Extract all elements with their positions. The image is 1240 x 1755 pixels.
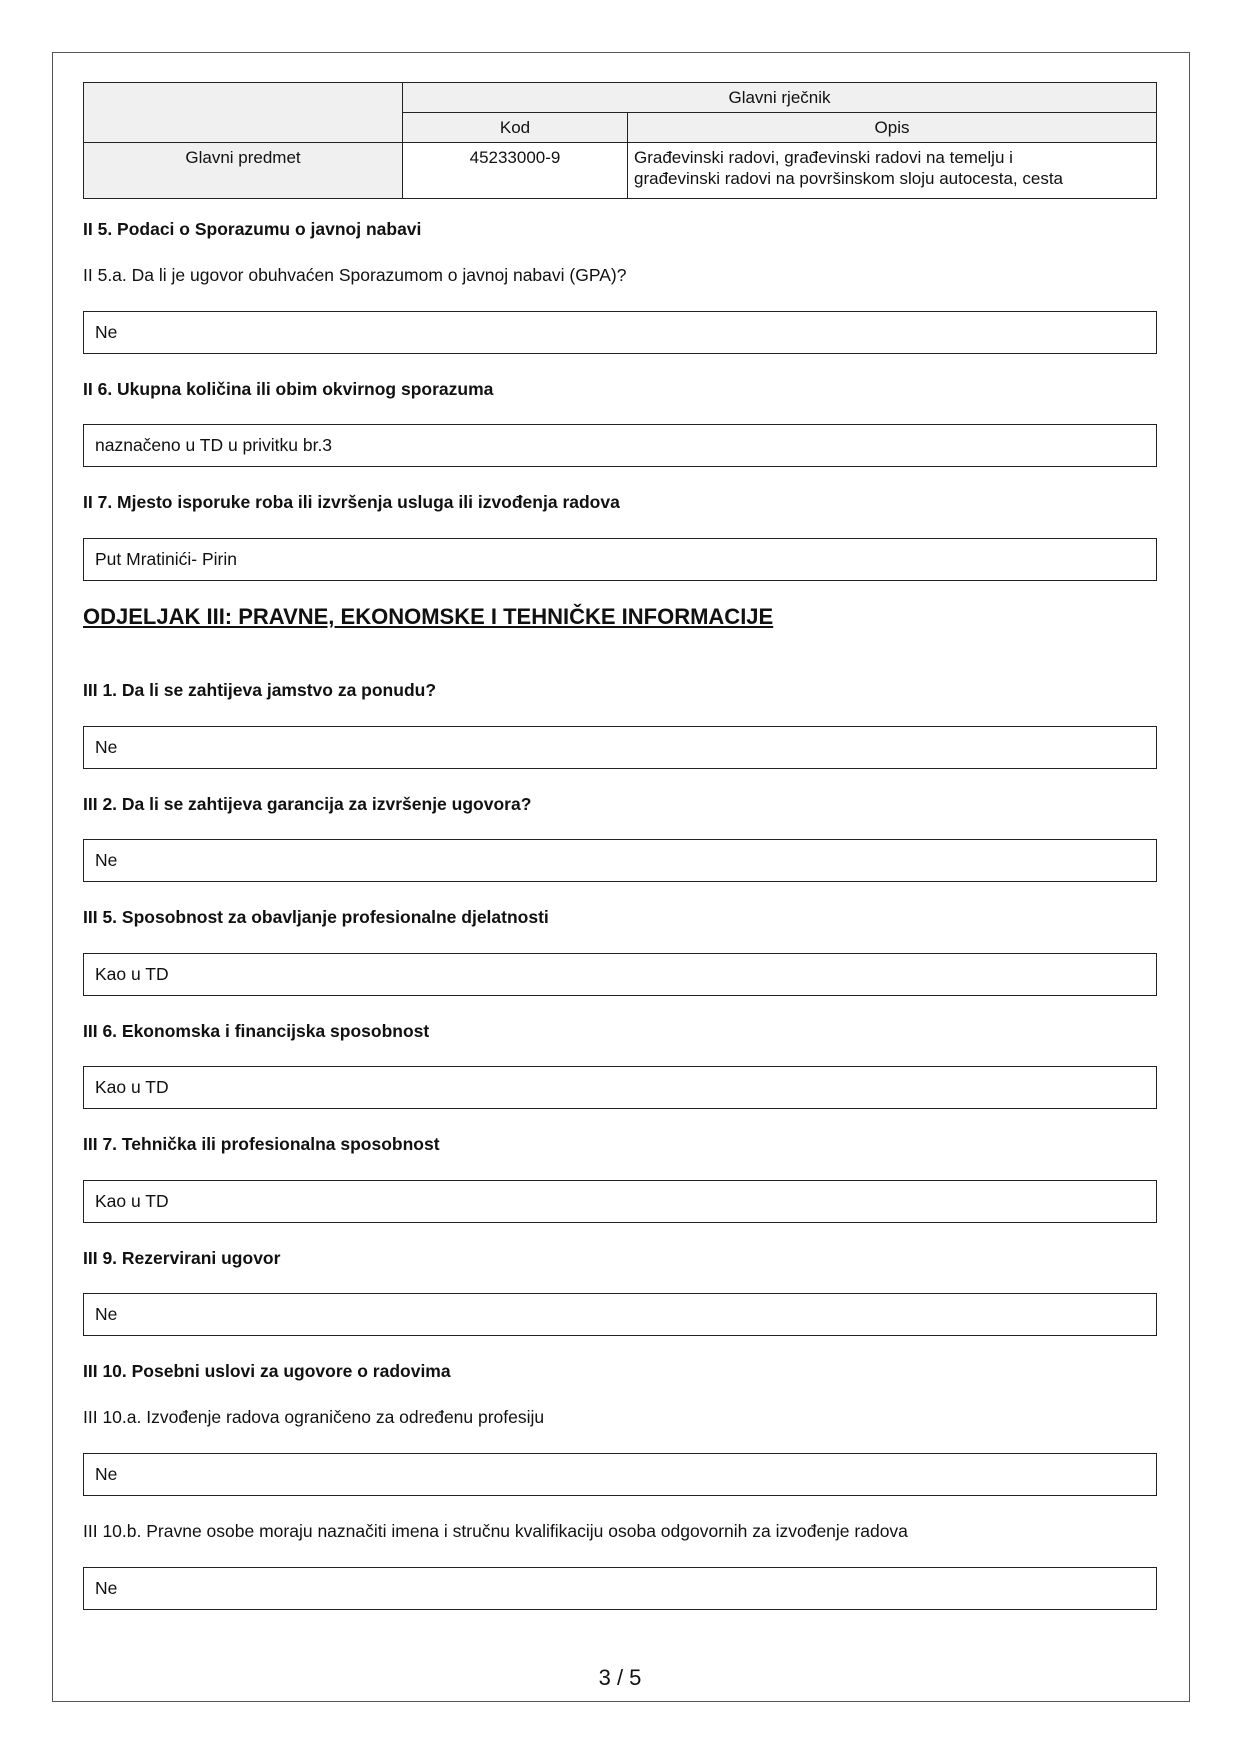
iii9-answer: Ne: [83, 1293, 1157, 1336]
ii7-heading: II 7. Mjesto isporuke roba ili izvršenja usluga ili izvođenja radova: [83, 492, 620, 512]
iii2-heading: III 2. Da li se zahtijeva garancija za izvršenje ugovora?: [83, 794, 532, 814]
iii10b-answer: Ne: [83, 1567, 1157, 1610]
iii2-answer: Ne: [83, 839, 1157, 882]
section-iii-title: ODJELJAK III: PRAVNE, EKONOMSKE I TEHNIČKE INFORMACIJE: [83, 604, 774, 629]
cpv-description-line1: Građevinski radovi, građevinski radovi na temelju i: [634, 148, 1013, 167]
ii5a-question: II 5.a. Da li je ugovor obuhvaćen Sporazumom o javnoj nabavi (GPA)?: [83, 265, 627, 285]
iii10b-question: III 10.b. Pravne osobe moraju naznačiti imena i stručnu kvalifikaciju osoba odgovornih za izvođenje radova: [83, 1521, 908, 1541]
ii6-heading: II 6. Ukupna količina ili obim okvirnog sporazuma: [83, 379, 494, 399]
cpv-table: [83, 82, 1157, 199]
ii5-heading: II 5. Podaci o Sporazumu o javnoj nabavi: [83, 219, 422, 239]
ii6-answer: naznačeno u TD u privitku br.3: [83, 424, 1157, 467]
iii10a-question: III 10.a. Izvođenje radova ograničeno za određenu profesiju: [83, 1407, 545, 1427]
cpv-description-line2: građevinski radovi na površinskom sloju autocesta, cesta: [634, 169, 1063, 188]
iii1-heading: III 1. Da li se zahtijeva jamstvo za ponudu?: [83, 680, 437, 700]
page-number: 3 / 5: [598, 1665, 642, 1690]
iii9-heading: III 9. Rezervirani ugovor: [83, 1248, 281, 1268]
iii6-answer: Kao u TD: [83, 1066, 1157, 1109]
cpv-table-corner: [84, 83, 403, 143]
ii5a-answer: Ne: [83, 311, 1157, 354]
iii7-heading: III 7. Tehnička ili profesionalna sposobnost: [83, 1134, 440, 1154]
iii10a-answer: Ne: [83, 1453, 1157, 1496]
ii7-answer: Put Mratinići- Pirin: [83, 538, 1157, 581]
cpv-description: [628, 143, 1157, 199]
iii1-answer: Ne: [83, 726, 1157, 769]
iii7-answer: Kao u TD: [83, 1180, 1157, 1223]
main-subject-label: Glavni predmet: [84, 143, 403, 199]
iii5-heading: III 5. Sposobnost za obavljanje profesionalne djelatnosti: [83, 907, 549, 927]
iii6-heading: III 6. Ekonomska i financijska sposobnost: [83, 1021, 430, 1041]
dictionary-header: Glavni rječnik: [403, 83, 1157, 113]
cpv-code: 45233000-9: [403, 143, 628, 199]
description-header: Opis: [628, 113, 1157, 143]
iii5-answer: Kao u TD: [83, 953, 1157, 996]
iii10-heading: III 10. Posebni uslovi za ugovore o radovima: [83, 1361, 451, 1381]
code-header: Kod: [403, 113, 628, 143]
